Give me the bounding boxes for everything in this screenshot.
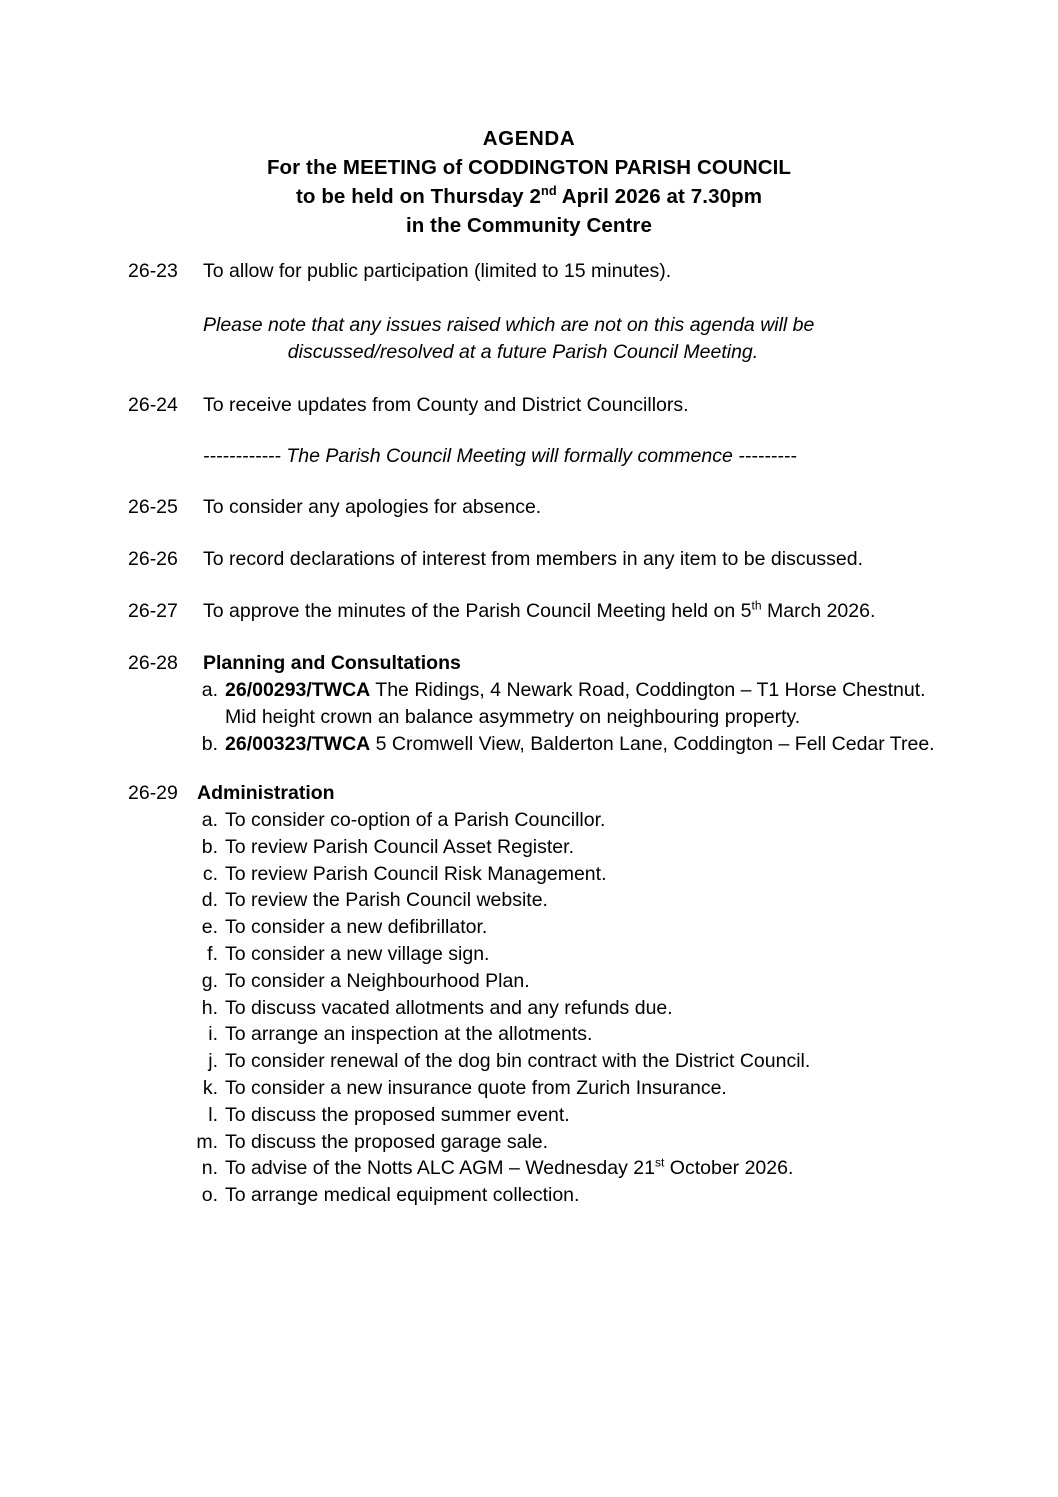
- public-participation-note: [203, 312, 843, 366]
- list-item-text: To consider a Neighbourhood Plan.: [225, 969, 530, 992]
- planning-reference: 26/00293/TWCA: [225, 679, 371, 701]
- agenda-item-26-29: [128, 780, 1028, 807]
- agenda-item-number: 26-29: [128, 782, 178, 804]
- list-item-text: To consider a new defibrillator.: [225, 916, 488, 939]
- list-item-text: To discuss the proposed garage sale.: [225, 1130, 549, 1153]
- list-item-body: [225, 677, 1030, 704]
- agenda-item-26-26: [128, 546, 1028, 573]
- planning-sublist: [150, 677, 1030, 757]
- list-item-text: To review the Parish Council website.: [225, 889, 548, 912]
- list-item-marker: m.: [196, 1130, 218, 1153]
- header-date-line: [0, 182, 1058, 211]
- list-item-marker: g.: [201, 969, 218, 992]
- list-item-marker: n.: [201, 1157, 218, 1180]
- list-item-body: [225, 731, 1030, 758]
- list-item: [150, 834, 1030, 861]
- header-meeting-line: For the MEETING of CODDINGTON PARISH COUNCIL: [266, 156, 792, 179]
- list-item: [150, 941, 1030, 968]
- list-item-text: To discuss the proposed summer event.: [225, 1103, 570, 1126]
- list-item-marker: a.: [201, 809, 218, 831]
- list-item-marker: h.: [201, 996, 218, 1019]
- list-item: [150, 1048, 1030, 1075]
- document-header: [0, 124, 1058, 240]
- agm-date-ordinal: st: [654, 1155, 665, 1170]
- agm-date-suffix: October 2026.: [664, 1157, 794, 1180]
- minutes-date-suffix: March 2026.: [761, 600, 876, 622]
- planning-description: The Ridings, 4 Newark Road, Coddington – T1 Horse Chestnut.: [370, 679, 926, 701]
- list-item: [150, 1102, 1030, 1129]
- note-line-2: discussed/resolved at a future Parish Council Meeting.: [287, 341, 759, 363]
- meeting-commence-note: [203, 443, 903, 470]
- agenda-item-number: 26-26: [128, 548, 178, 570]
- list-item-text: To consider a new village sign.: [225, 942, 490, 965]
- agenda-item-text: To allow for public participation (limited to 15 minutes).: [203, 260, 672, 282]
- agenda-item-26-28: [128, 650, 1028, 677]
- agenda-item-number: 26-25: [128, 496, 178, 518]
- list-item: [150, 807, 1030, 834]
- agenda-item-26-24: [128, 392, 1028, 419]
- list-item: [150, 677, 1030, 731]
- list-item-marker: j.: [208, 1050, 218, 1073]
- list-item-marker: a.: [201, 679, 218, 701]
- list-item: [150, 1075, 1030, 1102]
- agenda-section-heading-administration: Administration: [197, 782, 335, 804]
- agenda-item-26-23: [128, 258, 1028, 285]
- document-title: AGENDA: [482, 127, 576, 150]
- agenda-item-text: To record declarations of interest from members in any item to be discussed.: [203, 548, 864, 570]
- list-item-marker: i.: [208, 1023, 218, 1046]
- list-item-text: To arrange medical equipment collection.: [225, 1184, 580, 1207]
- meeting-commence-text: ------------ The Parish Council Meeting will formally commence ---------: [203, 445, 797, 467]
- list-item-marker: o.: [201, 1184, 218, 1207]
- list-item-marker: b.: [201, 732, 218, 755]
- list-item: [150, 731, 1030, 758]
- administration-sublist: [150, 807, 1030, 1209]
- agenda-item-text: To receive updates from County and District Councillors.: [203, 394, 689, 416]
- minutes-date-prefix: To approve the minutes of the Parish Council Meeting held on 5: [203, 600, 752, 622]
- list-item-text: To discuss vacated allotments and any refunds due.: [225, 996, 673, 1019]
- header-venue-line: in the Community Centre: [405, 214, 653, 237]
- minutes-date-ordinal: th: [751, 598, 762, 613]
- list-item-marker: k.: [202, 1076, 218, 1099]
- list-item-marker: c.: [202, 862, 218, 885]
- header-date-suffix: April 2026 at 7.30pm: [556, 185, 763, 208]
- list-item-text: To consider co-option of a Parish Councillor.: [225, 809, 606, 831]
- list-item: [150, 861, 1030, 888]
- list-item: [150, 887, 1030, 914]
- list-item-marker: e.: [201, 916, 218, 939]
- list-item: [150, 1155, 1030, 1182]
- list-item-text: To review Parish Council Asset Register.: [225, 835, 574, 858]
- list-item-text: To arrange an inspection at the allotments.: [225, 1023, 593, 1046]
- list-item-text: [225, 1155, 1030, 1182]
- agenda-item-26-25: [128, 494, 1028, 521]
- list-item: [150, 1021, 1030, 1048]
- agenda-item-number: 26-23: [128, 260, 178, 282]
- list-item: [150, 968, 1030, 995]
- note-line-1: Please note that any issues raised which are not on this agenda will be: [203, 314, 815, 336]
- list-item: [150, 995, 1030, 1022]
- list-item: [150, 1129, 1030, 1156]
- list-item-text: To consider a new insurance quote from Zurich Insurance.: [225, 1076, 727, 1099]
- agenda-item-number: 26-24: [128, 394, 178, 416]
- header-date-ordinal: nd: [540, 183, 557, 199]
- list-item-marker: d.: [201, 889, 218, 912]
- list-item-marker: f.: [207, 942, 218, 965]
- planning-description: 5 Cromwell View, Balderton Lane, Coddington – Fell Cedar Tree.: [370, 732, 935, 755]
- agenda-item-26-27: [128, 598, 1028, 625]
- agenda-item-number: 26-28: [128, 652, 178, 674]
- agm-date-prefix: To advise of the Notts ALC AGM – Wednesday 21: [225, 1157, 655, 1180]
- agenda-item-number: 26-27: [128, 600, 178, 622]
- list-item-marker: l.: [208, 1103, 218, 1126]
- list-item-text: To consider renewal of the dog bin contract with the District Council.: [225, 1050, 811, 1073]
- agenda-item-text: [203, 598, 1028, 625]
- list-item-marker: b.: [201, 835, 218, 858]
- planning-reference: 26/00323/TWCA: [225, 732, 371, 755]
- list-item: [150, 1182, 1030, 1209]
- list-item: [150, 914, 1030, 941]
- agenda-section-heading-planning: Planning and Consultations: [203, 652, 461, 674]
- header-date-prefix: to be held on Thursday 2: [295, 185, 541, 208]
- agenda-item-text: To consider any apologies for absence.: [203, 496, 542, 518]
- list-item-continuation: Mid height crown an balance asymmetry on neighbouring property.: [225, 705, 801, 728]
- list-item-text: To review Parish Council Risk Management.: [225, 862, 607, 885]
